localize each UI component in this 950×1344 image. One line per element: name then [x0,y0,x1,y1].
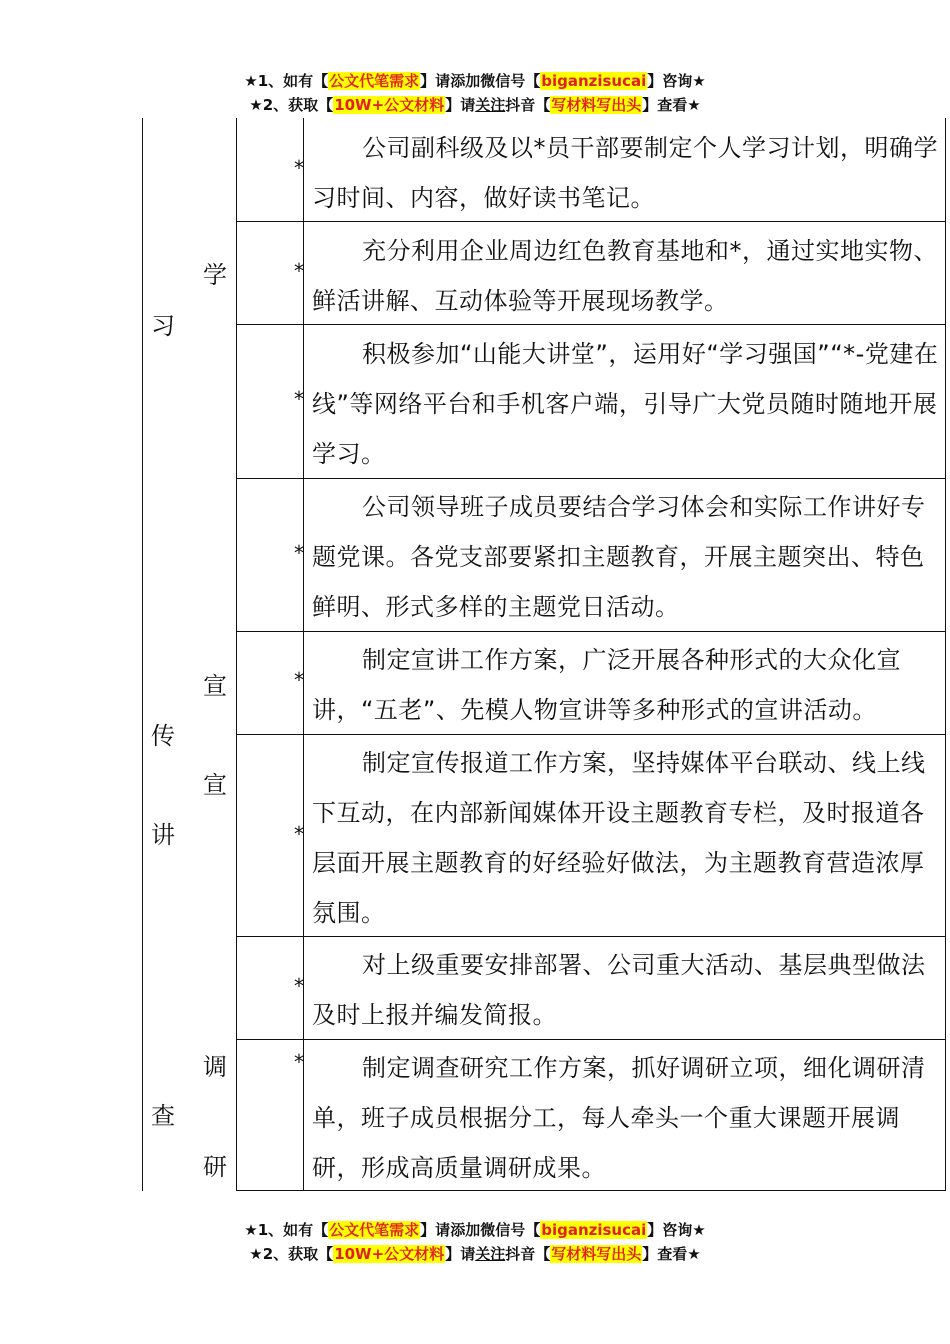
table-row-text: 充分利用企业周边红色教育基地和*，通过实地实物、鲜活讲解、互动体验等开展现场教学。 [312,237,938,315]
table-right-border [945,118,946,1191]
banner-underlined-word: 关注 [475,1245,506,1263]
col2-char: 研 [203,1153,227,1181]
col2-char: 学 [203,261,227,289]
row-marker: * [294,259,304,283]
banner-text: 微信号【 [480,72,541,90]
banner-highlight: 公文代笔需求 [329,1221,420,1239]
row-marker: * [294,1050,304,1074]
banner-text: 微信号【 [480,1221,541,1239]
banner-text: 】请 [445,1245,476,1263]
top-banner-line-2 [0,93,950,117]
banner-text: ★1、如有【 [244,1221,329,1239]
table-col-divider-1 [236,118,237,1191]
row-marker: * [294,156,304,180]
table-row-text: 公司副科级及以*员干部要制定个人学习计划，明确学习时间、内容，做好读书笔记。 [312,134,938,212]
banner-highlight-douyin: 写材料写出头 [551,1245,642,1263]
banner-text: 】查看★ [642,1245,701,1263]
row-marker: * [294,668,304,692]
banner-text: ★2、获取【 [249,1245,334,1263]
col1-char: 传 [151,722,175,750]
row-marker: * [294,822,304,846]
banner-text: 抖音【 [505,1245,551,1263]
banner-bold-word: 添加 [450,1221,481,1239]
table-left-border [142,118,143,1191]
col1-char: 讲 [151,821,175,849]
banner-text: ★1、如有【 [244,72,329,90]
table-row-text: 制定宣讲工作方案，广泛开展各种形式的大众化宣讲，“五老”、先模人物宣讲等多种形式的宣讲活动。 [312,646,901,724]
table-row-text: 积极参加“山能大讲堂”，运用好“学习强国”“*-党建在线”等网络平台和手机客户端，引导广大党员随时随地开展学习。 [312,340,939,468]
col2-char: 调 [203,1053,227,1081]
top-banner-line-1 [0,69,950,93]
banner-text: 】请 [445,96,476,114]
banner-highlight: 10W+公文材料 [334,1245,445,1263]
banner-text: 】请 [420,72,451,90]
banner-highlight: 10W+公文材料 [334,96,445,114]
table-row-text: 公司领导班子成员要结合学习体会和实际工作讲好专题党课。各党支部要紧扣主题教育，开展主题突出、特色鲜明、形式多样的主题党日活动。 [312,493,926,621]
banner-highlight-douyin: 写材料写出头 [551,96,642,114]
banner-text: 】请 [420,1221,451,1239]
banner-text: 】查看★ [642,96,701,114]
banner-bold-word: 添加 [450,72,481,90]
col2-char: 宣 [203,771,227,799]
col1-char: 习 [151,312,175,340]
col2-char: 宣 [203,672,227,700]
bottom-banner-line-2 [0,1242,950,1266]
banner-highlight-wechat: biganzisucai [541,72,647,90]
table-row-text: 对上级重要安排部署、公司重大活动、基层典型做法及时上报并编发简报。 [312,951,926,1029]
banner-text: 抖音【 [505,96,551,114]
col1-char: 查 [151,1102,175,1130]
bottom-banner-line-1 [0,1218,950,1242]
row-marker: * [294,541,304,565]
banner-text: 】咨询★ [647,72,706,90]
banner-highlight: 公文代笔需求 [329,72,420,90]
banner-text: 】咨询★ [647,1221,706,1239]
row-marker: * [294,387,304,411]
banner-highlight-wechat: biganzisucai [541,1221,647,1239]
table-row-text: 制定调查研究工作方案，抓好调研立项，细化调研清单，班子成员根据分工，每人牵头一个重大课题开展调研，形成高质量调研成果。 [312,1054,926,1182]
row-marker: * [294,974,304,998]
table-row-text: 制定宣传报道工作方案，坚持媒体平台联动、线上线下互动，在内部新闻媒体开设主题教育专栏，及时报道各层面开展主题教育的好经验好做法，为主题教育营造浓厚氛围。 [312,749,926,927]
banner-underlined-word: 关注 [475,96,506,114]
banner-text: ★2、获取【 [249,96,334,114]
